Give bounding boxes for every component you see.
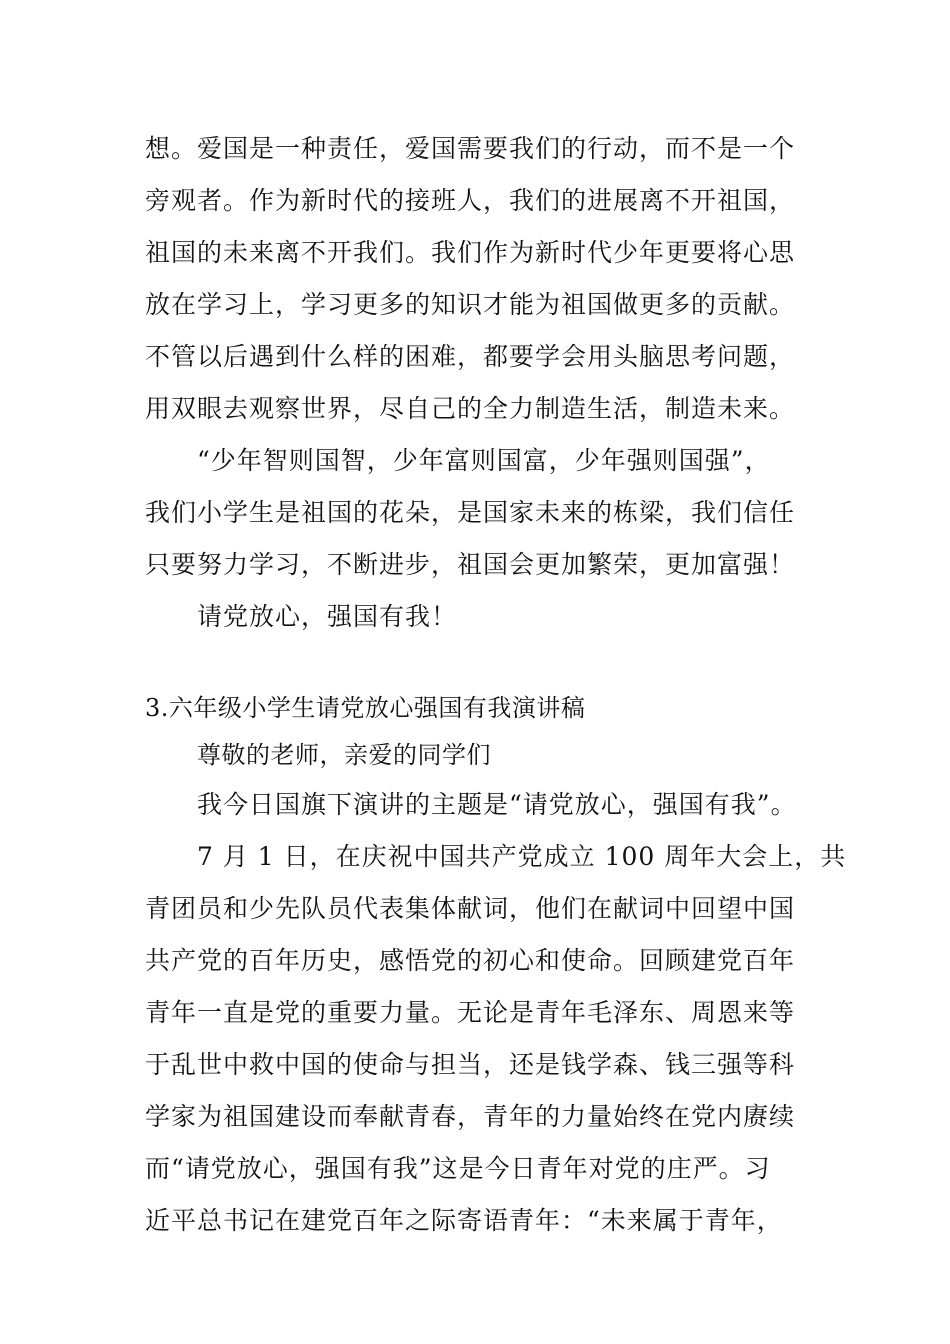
text-line: 近平总书记在建党百年之际寄语青年：“未来属于青年， — [145, 1206, 783, 1235]
text-line: 想。爱国是一种责任，爱国需要我们的行动，而不是一个 — [145, 134, 796, 163]
text-line: 祖国的未来离不开我们。我们作为新时代少年更要将心思 — [145, 238, 796, 267]
closing-line: 请党放心，强国有我！ — [197, 602, 458, 631]
text-line: 于乱世中救中国的使命与担当，还是钱学森、钱三强等科 — [145, 1050, 796, 1079]
text-line: “少年智则国智，少年富则国富，少年强则国强”， — [197, 446, 771, 475]
text-line: 青年一直是党的重要力量。无论是青年毛泽东、周恩来等 — [145, 998, 796, 1027]
text-line: 放在学习上，学习更多的知识才能为祖国做更多的贡献。 — [145, 290, 796, 319]
text-line: 只要努力学习，不断进步，祖国会更加繁荣，更加富强！ — [145, 550, 796, 579]
text-line: 不管以后遇到什么样的困难，都要学会用头脑思考问题， — [145, 342, 796, 371]
text-line: 我们小学生是祖国的花朵，是国家未来的栋梁，我们信任 — [145, 498, 796, 527]
text-line: 青团员和少先队员代表集体献词，他们在献词中回望中国 — [145, 894, 796, 923]
text-line: 学家为祖国建设而奉献青春，青年的力量始终在党内赓续 — [145, 1102, 796, 1131]
text-line: 用双眼去观察世界，尽自己的全力制造生活，制造未来。 — [145, 394, 796, 423]
text-line: 旁观者。作为新时代的接班人，我们的进展离不开祖国， — [145, 186, 796, 215]
text-line: 而“请党放心，强国有我”这是今日青年对党的庄严。习 — [145, 1154, 771, 1183]
text-line: 共产党的百年历史，感悟党的初心和使命。回顾建党百年 — [145, 946, 796, 975]
theme-line: 我今日国旗下演讲的主题是“请党放心，强国有我”。 — [197, 790, 797, 819]
text-line: 7 月 1 日，在庆祝中国共产党成立 100 周年大会上，共 — [197, 842, 847, 871]
section-heading: 3.六年级小学生请党放心强国有我演讲稿 — [145, 694, 586, 722]
greeting-line: 尊敬的老师，亲爱的同学们 — [197, 741, 491, 769]
